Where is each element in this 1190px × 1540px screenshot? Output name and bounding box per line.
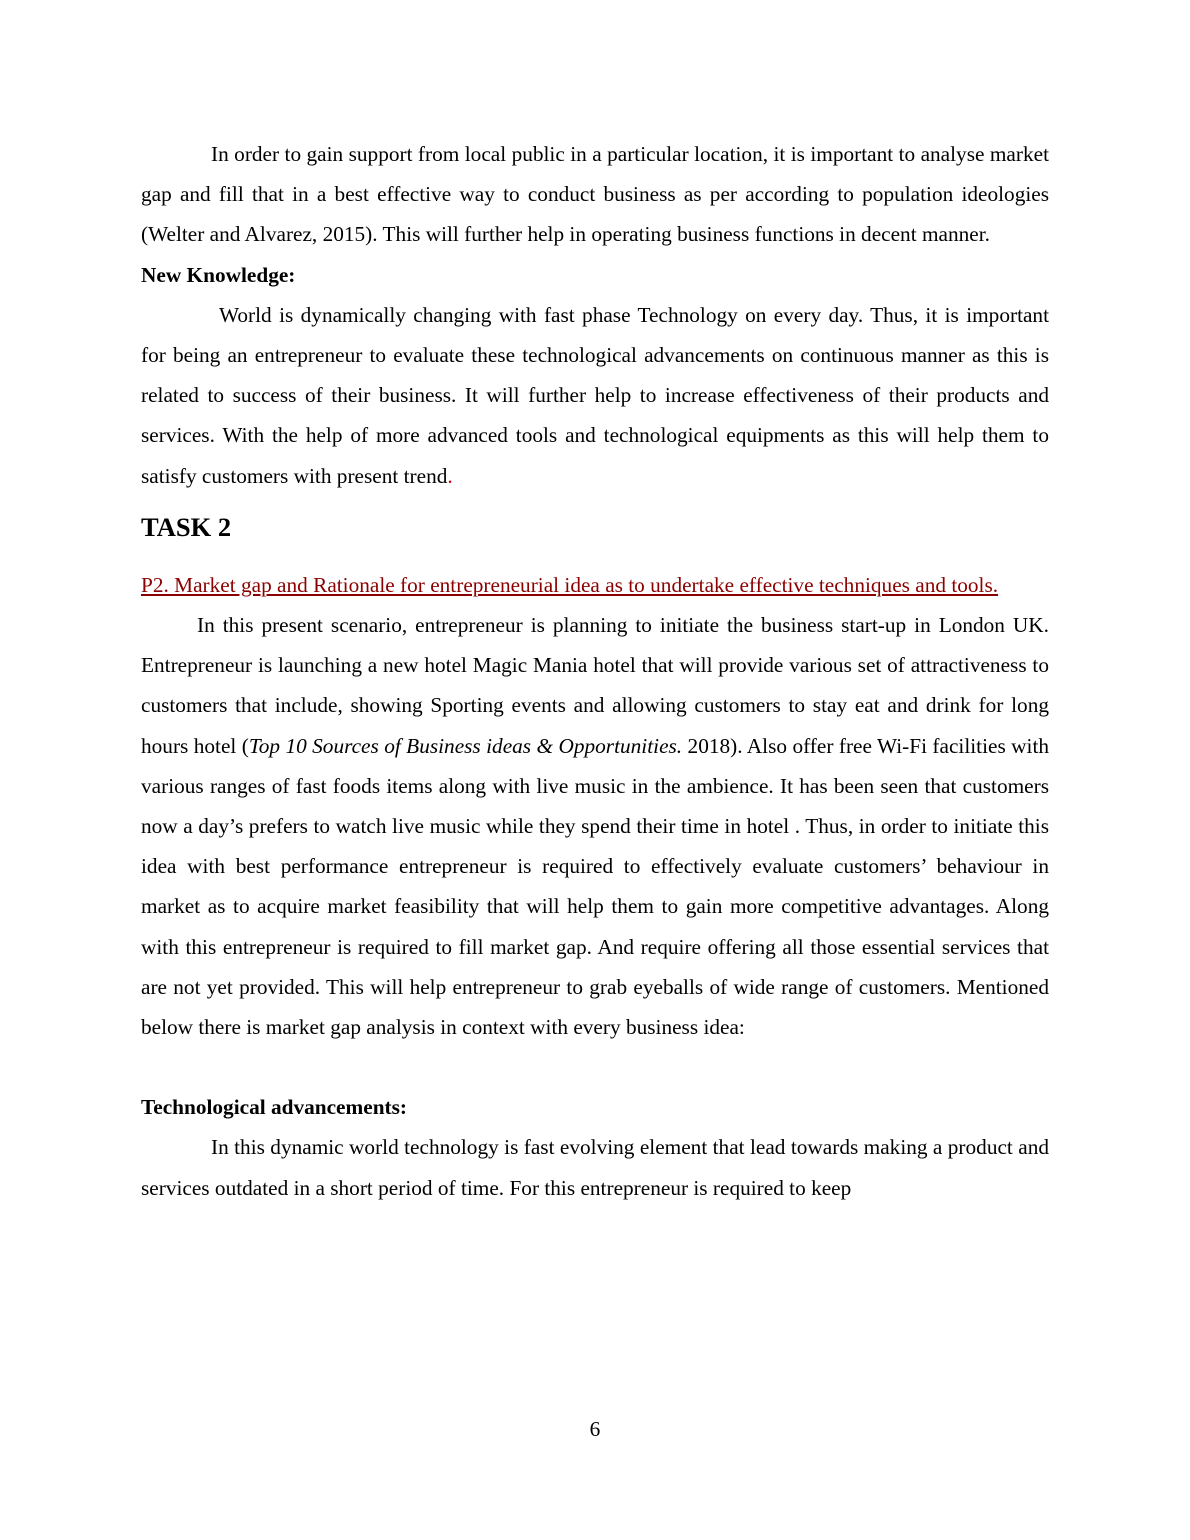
paragraph-new-knowledge-text: World is dynamically changing with fast phase Technology on every day. Thus, it is important for being an entrepreneur to evaluate these technological advancements on continuous manner as this is related to success of their business. It will further help to increase effectiveness of their products and services. With the help of more advanced tools and technological equipments as this will help them to satisfy customers with present trend — [141, 302, 1049, 488]
paragraph-technology: In this dynamic world technology is fast evolving element that lead towards making a product and services outdated in a short period of time. For this entrepreneur is required to keep — [141, 1135, 1049, 1200]
paragraph-new-knowledge — [141, 295, 1049, 496]
new-knowledge-heading: New Knowledge: — [141, 262, 296, 287]
document-page — [141, 134, 1049, 1208]
technological-advancements-heading: Technological advancements: — [141, 1095, 408, 1120]
paragraph-market-gap-intro: In order to gain support from local public in a particular location, it is important to analyse market gap and fill that in a best effective way to conduct business as per according to population ideologies (Welter and Alvarez, 2015). This will further help in operating business functions in decent manner. — [141, 142, 1049, 247]
citation-italic: Top 10 Sources of Business ideas & Opportunities. — [248, 733, 683, 758]
scenario-text-part2: 2018). Also offer free Wi-Fi facilities with various ranges of fast foods items along with live music in the ambience. It has been seen that customers now a day’s prefers to watch live music while they spend their time in hotel . Thus, in order to initiate this idea with best performance entrepreneur is required to effectively evaluate customers’ behaviour in market as to acquire market feasibility that will help them to gain more competitive advantages. Along with this entrepreneur is required to fill market gap. And require offering all those essential services that are not yet provided. This will help entrepreneur to grab eyeballs of wide range of customers. Mentioned below there is market gap analysis in context with every business idea: — [141, 733, 1050, 1040]
page-number: 6 — [589, 1417, 601, 1441]
scenario-text-part1: In this present scenario, entrepreneur is planning to initiate the business start-up in London UK. Entrepreneur is launching a new hotel Magic Mania hotel that will provide various set of attractiveness to customers that include, showing Sporting events and allowing customers to stay eat and drink for long hours hotel ( — [141, 613, 1049, 758]
red-period: . — [447, 463, 453, 488]
paragraph-scenario — [141, 605, 1049, 1047]
task-2-heading: TASK 2 — [141, 511, 232, 542]
p2-section-heading[interactable]: P2. Market gap and Rationale for entrepreneurial idea as to undertake effective techniques and tools. — [141, 572, 999, 597]
